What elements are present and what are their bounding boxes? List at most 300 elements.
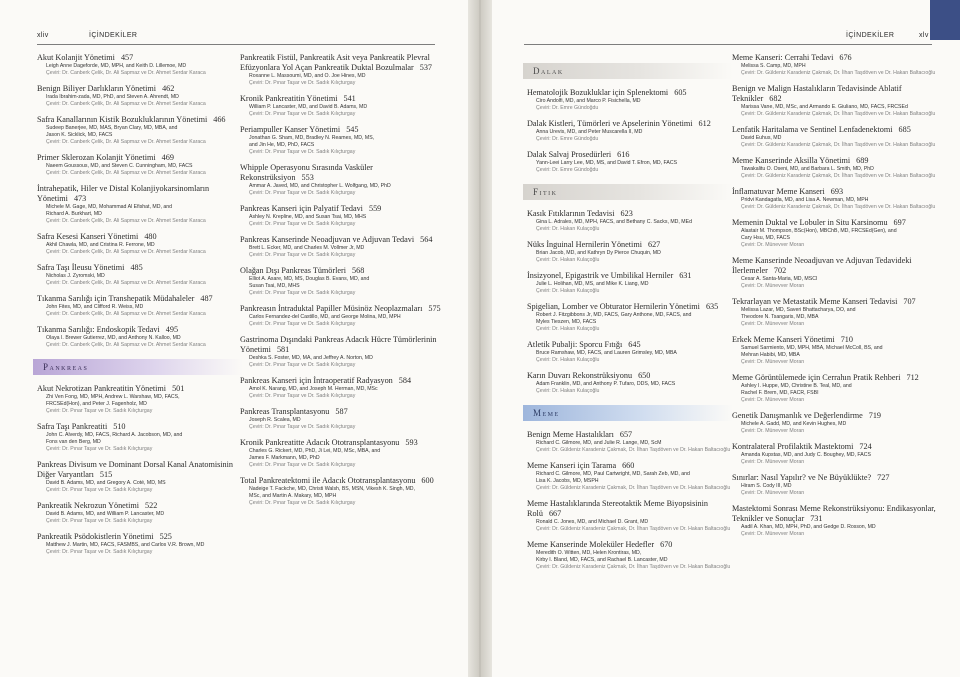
chapter-title: Kronik Pankreatitin Yönetimi <box>240 94 338 103</box>
chapter-authors: Akhil Chawla, MD, and Cristina R. Ferrone, MD <box>46 242 155 248</box>
chapter-page-number: 727 <box>877 473 890 482</box>
chapter-authors: Ciro Andolfi, MD, and Marco P. Fisichella, MD <box>536 98 641 104</box>
chapter-translator: Çeviri: Dr. Güldeniz Karadeniz Çakmak, Dr. İlhan Taşdöven ve Dr. Hakan Baltacıoğlu <box>536 485 731 491</box>
toc-entry[interactable] <box>37 325 242 349</box>
toc-entry[interactable] <box>37 501 242 525</box>
chapter-translator: Çeviri: Dr. Güldeniz Karadeniz Çakmak, Dr. İlhan Taşdöven ve Dr. Hakan Baltacıoğlu <box>741 142 936 148</box>
chapter-title: Meme Hastalıklarında Stereotaktik Meme Biyopsisinin Rolü <box>527 499 709 518</box>
chapter-authors: Olaya I. Brewer Gutierrez, MD, and Anthony N. Kalloo, MD <box>46 335 181 341</box>
chapter-authors: Jason K. Sicklick, MD, FACS <box>46 132 113 138</box>
chapter-translator: Çeviri: Dr. Emre Gündoğdu <box>536 167 599 173</box>
chapter-page-number: 623 <box>620 209 633 218</box>
chapter-authors: Theodore N. Tsangaris, MD, MBA <box>741 314 819 320</box>
chapter-title-line <box>240 163 445 183</box>
chapter-page-number: 457 <box>120 53 134 62</box>
toc-entry[interactable] <box>527 119 732 143</box>
chapter-authors: Irada Ibrahim-zada, MD, PhD, and Steven A. Ahrendt, MD <box>46 94 179 100</box>
chapter-translator: Çeviri: Dr. Canberk Çelik, Dr. Ali Sapmaz ve Dr. Ahmet Serdar Karaca <box>46 311 206 317</box>
chapter-title-line <box>240 335 445 355</box>
chapter-authors: David Euhus, MD <box>741 135 782 141</box>
chapter-authors: Anna Urevis, MD, and Peter Muscarella II, MD <box>536 129 643 135</box>
chapter-title: İnsizyonel, Epigastrik ve Umbilikal Herniler <box>527 271 674 280</box>
chapter-title-line <box>37 294 242 304</box>
toc-entry[interactable] <box>732 297 938 328</box>
chapter-translator: Çeviri: Dr. Münevver Moran <box>741 531 805 537</box>
toc-column-right-2 <box>732 53 938 545</box>
chapter-title-line <box>240 304 445 314</box>
chapter-page-number: 593 <box>405 438 418 447</box>
chapter-page-number: 702 <box>773 266 787 275</box>
chapter-page-number: 553 <box>301 173 314 182</box>
chapter-translator: Çeviri: Dr. Güldeniz Karadeniz Çakmak, Dr. İlhan Taşdöven ve Dr. Hakan Baltacıoğlu <box>741 70 936 76</box>
chapter-translator: Çeviri: Dr. Pınar Taşar ve Dr. Sadık Kılıçturgay <box>249 362 356 368</box>
chapter-title-line <box>240 235 445 245</box>
chapter-title-line <box>732 125 938 135</box>
toc-entry[interactable] <box>732 411 938 435</box>
toc-entry[interactable] <box>37 422 242 453</box>
chapter-page-number: 469 <box>161 153 174 162</box>
chapter-thumb-tab <box>930 0 960 40</box>
chapter-title: Meme Görüntülemede için Cerrahın Pratik Rehberi <box>732 373 901 382</box>
chapter-authors: Mehran Habibi, MD, MBA <box>741 352 800 358</box>
toc-entry[interactable] <box>37 153 242 177</box>
chapter-authors: Myles Tieszen, MD, FACS <box>536 319 597 325</box>
chapter-authors: Zhi Ven Fong, MD, MPH, Andrew L. Warshaw, MD, FACS, <box>46 394 180 400</box>
chapter-translator: Çeviri: Dr. Canberk Çelik, Dr. Ali Sapmaz ve Dr. Ahmet Serdar Karaca <box>46 249 206 255</box>
toc-entry[interactable] <box>732 218 938 249</box>
chapter-authors: Amol K. Narang, MD, and Joseph M. Herman, MD, MSc <box>249 386 378 392</box>
chapter-authors: and Jin He, MD, PhD, FACS <box>249 142 315 148</box>
chapter-translator: Çeviri: Dr. Canberk Çelik, Dr. Ali Sapmaz ve Dr. Ahmet Serdar Karaca <box>46 139 206 145</box>
chapter-translator: Çeviri: Dr. Münevver Moran <box>741 359 805 365</box>
chapter-authors: Roxanne L. Massoumi, MD, and O. Joe Hines, MD <box>249 73 366 79</box>
chapter-authors: Brian Jacob, MD, and Kathryn Dy Pierce Chuquin, MD <box>536 250 661 256</box>
chapter-title-line <box>37 422 242 432</box>
chapter-authors: Melissa Lazar, MD, Saveri Bhattacharya, DO, and <box>741 307 856 313</box>
chapter-authors: Deshka S. Foster, MD, MA, and Jeffrey A. Norton, MD <box>249 355 373 361</box>
chapter-page-number: 707 <box>903 297 916 306</box>
chapter-authors: Fons van den Berg, MD <box>46 439 101 445</box>
toc-entry[interactable] <box>240 376 445 400</box>
chapter-title-line <box>527 340 732 350</box>
chapter-page-number: 584 <box>398 376 412 385</box>
toc-entry[interactable] <box>527 240 732 264</box>
chapter-authors: Tawakalitu O. Oseni, MD, and Barbara L. Smith, MD, PhD <box>741 166 874 172</box>
chapter-authors: Carlos Fernandez-del Castillo, MD, and George Molina, MD, MPH <box>249 314 401 320</box>
chapter-translator: Çeviri: Dr. Münevver Moran <box>741 283 805 289</box>
chapter-authors: Michele M. Gage, MD, Mohammad Al Efishat, MD, and <box>46 204 172 210</box>
chapter-translator: Çeviri: Dr. Münevver Moran <box>741 490 805 496</box>
chapter-page-number: 712 <box>906 373 919 382</box>
chapter-authors: Ammar A. Javed, MD, and Christopher L. Wolfgang, MD, PhD <box>249 183 391 189</box>
chapter-title: Tıkanma Sarılığı: Endoskopik Tedavi <box>37 325 160 334</box>
chapter-page-number: 660 <box>622 461 635 470</box>
toc-entry[interactable] <box>37 460 242 494</box>
chapter-title: Benign ve Malign Hastalıkların Tedavisinde Ablatif Teknikler <box>732 84 902 103</box>
chapter-page-number: 650 <box>638 371 651 380</box>
chapter-authors: Richard C. Gilmore, MD, Paul Cartwright, MD, Sarah Zeb, MD, and <box>536 471 690 477</box>
chapter-title-line <box>37 53 242 63</box>
chapter-page-number: 466 <box>213 115 226 124</box>
toc-entry[interactable] <box>37 184 242 225</box>
chapter-title-line <box>240 204 445 214</box>
chapter-title-line <box>732 156 938 166</box>
chapter-page-number: 581 <box>276 345 290 354</box>
chapter-authors: Susan Tsai, MD, MHS <box>249 283 300 289</box>
toc-entry[interactable] <box>527 271 732 295</box>
chapter-authors: Aadil A. Khan, MD, MPH, PhD, and Gedge D. Rosson, MD <box>741 524 876 530</box>
chapter-page-number: 600 <box>421 476 434 485</box>
right-page-number: xlv <box>919 32 929 39</box>
chapter-translator: Çeviri: Dr. Hakan Kulaçoğlu <box>536 357 600 363</box>
chapter-authors: James F. Markmann, MD, PhD <box>249 455 320 461</box>
chapter-title: Benign Meme Hastalıkları <box>527 430 614 439</box>
chapter-page-number: 541 <box>343 94 356 103</box>
book-gutter <box>468 0 492 677</box>
toc-column-right-1 <box>527 53 732 578</box>
chapter-translator: Çeviri: Dr. Güldeniz Karadeniz Çakmak, Dr. İlhan Taşdöven ve Dr. Hakan Baltacıoğlu <box>536 447 731 453</box>
chapter-title-line <box>732 473 938 483</box>
toc-entry[interactable] <box>240 163 445 197</box>
toc-entry[interactable] <box>527 540 732 571</box>
chapter-authors: Leigh Anne Dageforde, MD, MPH, and Keith D. Lillemoe, MD <box>46 63 187 69</box>
chapter-authors: Hiram S. Cody III, MD <box>741 483 792 489</box>
toc-entry[interactable] <box>732 256 938 290</box>
chapter-authors: Meredith O. Witten, MD, Helen Krontiras, MD, <box>536 550 642 556</box>
toc-entry[interactable] <box>732 442 938 466</box>
chapter-translator: Çeviri: Dr. Pınar Taşar ve Dr. Sadık Kılıçturgay <box>249 221 356 227</box>
section-title: Dalak <box>533 66 564 76</box>
toc-entry[interactable] <box>240 476 445 507</box>
toc-entry[interactable] <box>240 304 445 328</box>
chapter-title-line <box>240 476 445 486</box>
chapter-page-number: 501 <box>172 384 185 393</box>
chapter-title-line <box>240 407 445 417</box>
chapter-translator: Çeviri: Dr. Güldeniz Karadeniz Çakmak, Dr. İlhan Taşdöven ve Dr. Hakan Baltacıoğlu <box>741 111 936 117</box>
chapter-translator: Çeviri: Dr. Pınar Taşar ve Dr. Sadık Kılıçturgay <box>249 80 356 86</box>
chapter-title: Kasık Fıtıklarının Tedavisi <box>527 209 615 218</box>
chapter-translator: Çeviri: Dr. Pınar Taşar ve Dr. Sadık Kılıçturgay <box>249 500 356 506</box>
chapter-title-line <box>732 187 938 197</box>
chapter-title: Pankreas Divisum ve Dominant Dorsal Kanal Anatomisinin Diğer Varyantları <box>37 460 234 479</box>
toc-entry[interactable] <box>240 53 445 87</box>
toc-entry[interactable] <box>240 125 445 156</box>
chapter-authors: Elliot A. Asare, MD, MS, Douglas B. Evans, MD, and <box>249 276 370 282</box>
chapter-authors: Nicholas J. Zyromski, MD <box>46 273 105 279</box>
toc-column-left-2 <box>240 53 445 514</box>
chapter-title-line <box>37 153 242 163</box>
toc-entry[interactable] <box>527 371 732 395</box>
chapter-authors: Julie L. Holihan, MD, MS, and Mike K. Liang, MD <box>536 281 649 287</box>
toc-entry[interactable] <box>37 84 242 108</box>
toc-entry[interactable] <box>37 384 242 415</box>
chapter-title-line <box>37 263 242 273</box>
chapter-title: Dalak Kistleri, Tümörleri ve Apselerinin Yönetimi <box>527 119 693 128</box>
toc-entry[interactable] <box>240 235 445 259</box>
chapter-authors: Alastair M. Thompson, BSc(Hon), MBChB, MD, FRCSEd(Gen), and <box>741 228 897 234</box>
chapter-title: Meme Kanserinde Aksilla Yönetimi <box>732 156 851 165</box>
chapter-authors: Brett L. Ecker, MD, and Charles M. Vollmer Jr, MD <box>249 245 365 251</box>
right-header-rule <box>524 44 932 45</box>
toc-entry[interactable] <box>240 204 445 228</box>
chapter-page-number: 587 <box>335 407 348 416</box>
chapter-page-number: 657 <box>619 430 633 439</box>
toc-entry[interactable] <box>732 53 938 77</box>
chapter-page-number: 564 <box>420 235 433 244</box>
chapter-translator: Çeviri: Dr. Hakan Kulaçoğlu <box>536 226 600 232</box>
chapter-page-number: 545 <box>346 125 359 134</box>
chapter-title: Pankreatik Psödokistlerin Yönetimi <box>37 532 154 541</box>
chapter-authors: Sudeep Banerjee, MD, MAS, Bryan Clary, MD, MBA, and <box>46 125 178 131</box>
chapter-page-number: 731 <box>810 514 823 523</box>
chapter-page-number: 568 <box>352 266 365 275</box>
chapter-title-line <box>527 499 732 519</box>
chapter-authors: John C. Alverdy, MD, FACS, Richard A. Jacobson, MD, and <box>46 432 183 438</box>
chapter-translator: Çeviri: Dr. Canberk Çelik, Dr. Ali Sapmaz ve Dr. Ahmet Serdar Karaca <box>46 342 206 348</box>
chapter-title-line <box>240 438 445 448</box>
chapter-title-line <box>732 373 938 383</box>
chapter-page-number: 667 <box>548 509 562 518</box>
chapter-title-line <box>527 430 732 440</box>
chapter-translator: Çeviri: Dr. Pınar Taşar ve Dr. Sadık Kılıçturgay <box>46 487 153 493</box>
toc-entry[interactable] <box>732 473 938 497</box>
chapter-page-number: 645 <box>628 340 641 349</box>
chapter-translator: Çeviri: Dr. Güldeniz Karadeniz Çakmak, Dr. İlhan Taşdöven ve Dr. Hakan Baltacıoğlu <box>741 173 936 179</box>
chapter-title: İnflamatuvar Meme Kanseri <box>732 187 825 196</box>
chapter-translator: Çeviri: Dr. Pınar Taşar ve Dr. Sadık Kılıçturgay <box>249 424 356 430</box>
chapter-title: Tekrarlayan ve Metastatik Meme Kanseri Tedavisi <box>732 297 898 306</box>
chapter-title: Lenfatik Haritalama ve Sentinel Lenfadenektomi <box>732 125 893 134</box>
toc-entry[interactable] <box>240 407 445 431</box>
chapter-title: Pankreatik Fistül, Pankreatik Asit veya Pankreatik Plevral Efüzyonlara Yol Açan Pankreatik Duktal Bozulmalar <box>240 53 430 72</box>
chapter-title-line <box>527 240 732 250</box>
chapter-title-line <box>37 115 242 125</box>
section-header <box>33 359 243 375</box>
chapter-title: Olağan Dışı Pankreas Tümörleri <box>240 266 347 275</box>
chapter-title-line <box>240 376 445 386</box>
chapter-page-number: 689 <box>856 156 869 165</box>
chapter-page-number: 525 <box>159 532 172 541</box>
chapter-title-line <box>732 504 938 524</box>
chapter-title: Kronik Pankreatitte Adacık Ototransplantasyonu <box>240 438 400 447</box>
chapter-translator: Çeviri: Dr. Emre Gündoğdu <box>536 105 599 111</box>
chapter-title-line <box>732 297 938 307</box>
chapter-page-number: 515 <box>99 470 113 479</box>
chapter-translator: Çeviri: Dr. Güldeniz Karadeniz Çakmak, Dr. İlhan Taşdöven ve Dr. Hakan Baltacıoğlu <box>741 204 936 210</box>
chapter-title: Atletik Pubalji: Sporcu Fıtığı <box>527 340 623 349</box>
section-header <box>523 63 733 79</box>
chapter-translator: Çeviri: Dr. Pınar Taşar ve Dr. Sadık Kılıçturgay <box>249 393 356 399</box>
chapter-authors: Charles G. Rickert, MD, PhD, Ji Lei, MD, MSc, MBA, and <box>249 448 381 454</box>
chapter-page-number: 462 <box>162 84 175 93</box>
chapter-translator: Çeviri: Dr. Güldeniz Karadeniz Çakmak, Dr. İlhan Taşdöven ve Dr. Hakan Baltacıoğlu <box>536 564 731 570</box>
chapter-translator: Çeviri: Dr. Pınar Taşar ve Dr. Sadık Kılıçturgay <box>249 290 356 296</box>
toc-entry[interactable] <box>37 263 242 287</box>
chapter-translator: Çeviri: Dr. Pınar Taşar ve Dr. Sadık Kılıçturgay <box>249 111 356 117</box>
chapter-title: Meme Kanserinde Neoadjuvan ve Adjuvan Tedavideki İlerlemeler <box>732 256 912 275</box>
chapter-authors: David B. Adams, MD, and Gregory A. Coté, MD, MS <box>46 480 166 486</box>
chapter-translator: Çeviri: Dr. Pınar Taşar ve Dr. Sadık Kılıçturgay <box>46 408 153 414</box>
chapter-title-line <box>37 184 242 204</box>
left-page-number: xliv <box>37 32 49 39</box>
chapter-title: Hematolojik Bozukluklar için Splenektomi <box>527 88 669 97</box>
toc-entry[interactable] <box>732 156 938 180</box>
chapter-authors: Robert J. Fitzgibbons Jr, MD, FACS, Gary Anthone, MD, FACS, and <box>536 312 692 318</box>
chapter-title: Meme Kanseri için Tarama <box>527 461 617 470</box>
chapter-page-number: 605 <box>674 88 687 97</box>
chapter-title: Karın Duvarı Rekonstrüksiyonu <box>527 371 633 380</box>
chapter-title: Akut Nekrotizan Pankreatitin Yönetimi <box>37 384 167 393</box>
chapter-title-line <box>37 460 242 480</box>
chapter-title-line <box>732 218 938 228</box>
chapter-translator: Çeviri: Dr. Pınar Taşar ve Dr. Sadık Kılıçturgay <box>46 549 153 555</box>
chapter-title: Erkek Meme Kanseri Yönetimi <box>732 335 835 344</box>
toc-entry[interactable] <box>527 340 732 364</box>
chapter-page-number: 719 <box>868 411 882 420</box>
chapter-title: Tıkanma Sarılığı için Transhepatik Müdahaleler <box>37 294 195 303</box>
chapter-page-number: 710 <box>840 335 853 344</box>
chapter-title: Sınırlar: Nasıl Yapılır? ve Ne Büyüklükte? <box>732 473 872 482</box>
chapter-translator: Çeviri: Dr. Hakan Kulaçoğlu <box>536 257 600 263</box>
chapter-title: Spigelian, Lomber ve Obturator Hernilerin Yönetimi <box>527 302 700 311</box>
toc-entry[interactable] <box>527 302 732 333</box>
chapter-title-line <box>527 271 732 281</box>
chapter-translator: Çeviri: Dr. Pınar Taşar ve Dr. Sadık Kılıçturgay <box>249 149 356 155</box>
chapter-authors: John Fites, MD, and Clifford R. Weiss, MD <box>46 304 144 310</box>
chapter-translator: Çeviri: Dr. Canberk Çelik, Dr. Ali Sapmaz ve Dr. Ahmet Serdar Karaca <box>46 101 206 107</box>
chapter-title: Primer Sklerozan Kolanjit Yönetimi <box>37 153 156 162</box>
chapter-title-line <box>527 302 732 312</box>
toc-entry[interactable] <box>527 88 732 112</box>
chapter-title: Akut Kolanjit Yönetimi <box>37 53 115 62</box>
chapter-title-line <box>527 119 732 129</box>
chapter-authors: Gina L. Adrales, MD, MPH, FACS, and Bethany C. Sacks, MD, MEd <box>536 219 692 225</box>
chapter-translator: Çeviri: Dr. Münevver Moran <box>741 397 805 403</box>
toc-entry[interactable] <box>37 294 242 318</box>
toc-entry[interactable] <box>527 430 732 454</box>
toc-entry[interactable] <box>732 84 938 118</box>
chapter-translator: Çeviri: Dr. Hakan Kulaçoğlu <box>536 326 600 332</box>
chapter-page-number: 682 <box>769 94 782 103</box>
toc-entry[interactable] <box>527 499 732 533</box>
chapter-authors: Richard A. Burkhart, MD <box>46 211 102 217</box>
chapter-page-number: 627 <box>647 240 661 249</box>
toc-entry[interactable] <box>37 53 242 77</box>
toc-entry[interactable] <box>732 187 938 211</box>
toc-entry[interactable] <box>37 232 242 256</box>
chapter-title-line <box>37 325 242 335</box>
chapter-translator: Çeviri: Dr. Pınar Taşar ve Dr. Sadık Kılıçturgay <box>46 446 153 452</box>
toc-entry[interactable] <box>37 532 242 556</box>
toc-entry[interactable] <box>527 150 732 174</box>
chapter-authors: Naeem Goussous, MD, and Steven C. Cunningham, MD, FACS <box>46 163 193 169</box>
chapter-title: Mastektomi Sonrası Meme Rekonstrüksiyonu: Endikasyonlar, Teknikler ve Sonuçlar <box>732 504 936 523</box>
chapter-title-line <box>240 266 445 276</box>
toc-entry[interactable] <box>732 335 938 366</box>
chapter-title-line <box>732 53 938 63</box>
chapter-authors: Cesar A. Santa-Maria, MD, MSCI <box>741 276 818 282</box>
chapter-authors: Rachel F. Brem, MD, FACR, FSBI <box>741 390 819 396</box>
chapter-translator: Çeviri: Dr. Pınar Taşar ve Dr. Sadık Kılıçturgay <box>249 252 356 258</box>
chapter-page-number: 697 <box>893 218 906 227</box>
chapter-authors: Pridvi Kandagatla, MD, and Lisa A. Newman, MD, MPH <box>741 197 869 203</box>
chapter-title: Genetik Danışmanlık ve Değerlendirme <box>732 411 863 420</box>
chapter-translator: Çeviri: Dr. Canberk Çelik, Dr. Ali Sapmaz ve Dr. Ahmet Serdar Karaca <box>46 70 206 76</box>
chapter-title: Total Pankreatektomi ile Adacık Ototransplantasyonu <box>240 476 416 485</box>
chapter-translator: Çeviri: Dr. Canberk Çelik, Dr. Ali Sapmaz ve Dr. Ahmet Serdar Karaca <box>46 218 206 224</box>
chapter-page-number: 685 <box>898 125 911 134</box>
chapter-translator: Çeviri: Dr. Pınar Taşar ve Dr. Sadık Kılıçturgay <box>249 462 356 468</box>
chapter-page-number: 510 <box>113 422 126 431</box>
chapter-title-line <box>240 94 445 104</box>
toc-entry[interactable] <box>732 504 938 538</box>
chapter-page-number: 495 <box>165 325 179 334</box>
chapter-page-number: 616 <box>617 150 630 159</box>
chapter-authors: Michele A. Gadd, MD, and Kevin Hughes, MD <box>741 421 847 427</box>
chapter-translator: Çeviri: Dr. Münevver Moran <box>741 321 805 327</box>
chapter-authors: William P. Lancaster, MD, and David B. Adams, MD <box>249 104 368 110</box>
chapter-title-line <box>37 84 242 94</box>
chapter-title-line <box>732 256 938 276</box>
toc-entry[interactable] <box>240 94 445 118</box>
chapter-authors: Matthew J. Martin, MD, FACS, FASMBS, and Carlos V.R. Brown, MD <box>46 542 205 548</box>
chapter-title: Safra Kanallarının Kistik Bozukluklarının Yönetimi <box>37 115 208 124</box>
toc-entry[interactable] <box>527 209 732 233</box>
chapter-title-line <box>527 88 732 98</box>
chapter-title-line <box>732 442 938 452</box>
section-header <box>523 405 733 421</box>
chapter-title-line <box>732 411 938 421</box>
chapter-page-number: 631 <box>679 271 692 280</box>
chapter-title: Pankreatik Nekrozun Yönetimi <box>37 501 140 510</box>
chapter-title: Benign Biliyer Darlıkların Yönetimi <box>37 84 157 93</box>
chapter-page-number: 480 <box>144 232 157 241</box>
chapter-title-line <box>527 209 732 219</box>
chapter-title: Nüks İnguinal Hernilerin Yönetimi <box>527 240 642 249</box>
toc-entry[interactable] <box>240 438 445 469</box>
chapter-authors: Cary Hsu, MD, FACS <box>741 235 790 241</box>
chapter-title: İntrahepatik, Hiler ve Distal Kolanjiyokarsinomların Yönetimi <box>37 184 210 203</box>
chapter-authors: MSc, and Martin A. Makary, MD, MPH <box>249 493 337 499</box>
chapter-translator: Çeviri: Dr. Münevver Moran <box>741 242 805 248</box>
left-header-rule <box>37 44 435 45</box>
toc-entry[interactable] <box>732 373 938 404</box>
chapter-translator: Çeviri: Dr. Canberk Çelik, Dr. Ali Sapmaz ve Dr. Ahmet Serdar Karaca <box>46 170 206 176</box>
chapter-authors: Adam Franklin, MD, and Anthony P. Tufaro, DDS, MD, FACS <box>536 381 676 387</box>
chapter-authors: Yann-Leei Larry Lee, MD, MS, and David T. Efron, MD, FACS <box>536 160 678 166</box>
chapter-page-number: 670 <box>660 540 673 549</box>
toc-entry[interactable] <box>732 125 938 149</box>
chapter-authors: Ashley N. Krepline, MD, and Susan Tsai, MD, MHS <box>249 214 367 220</box>
chapter-page-number: 522 <box>145 501 158 510</box>
chapter-title-line <box>527 540 732 550</box>
section-title: Pankreas <box>43 362 89 372</box>
toc-entry[interactable] <box>527 461 732 492</box>
chapter-title: Dalak Salvaj Prosedürleri <box>527 150 612 159</box>
toc-column-left-1 <box>37 53 242 563</box>
chapter-authors: FRCSEd(Hon), and Peter J. Fagenholz, MD <box>46 401 147 407</box>
chapter-title: Memenin Duktal ve Lobuler in Situ Karsinomu <box>732 218 888 227</box>
chapter-title: Pankreas Transplantasyonu <box>240 407 330 416</box>
chapter-translator: Çeviri: Dr. Pınar Taşar ve Dr. Sadık Kılıçturgay <box>249 190 356 196</box>
left-page <box>0 0 468 677</box>
chapter-page-number: 537 <box>419 63 432 72</box>
toc-entry[interactable] <box>240 266 445 297</box>
chapter-translator: Çeviri: Dr. Münevver Moran <box>741 428 805 434</box>
toc-entry[interactable] <box>240 335 445 369</box>
chapter-translator: Çeviri: Dr. Canberk Çelik, Dr. Ali Sapmaz ve Dr. Ahmet Serdar Karaca <box>46 280 206 286</box>
toc-entry[interactable] <box>37 115 242 146</box>
